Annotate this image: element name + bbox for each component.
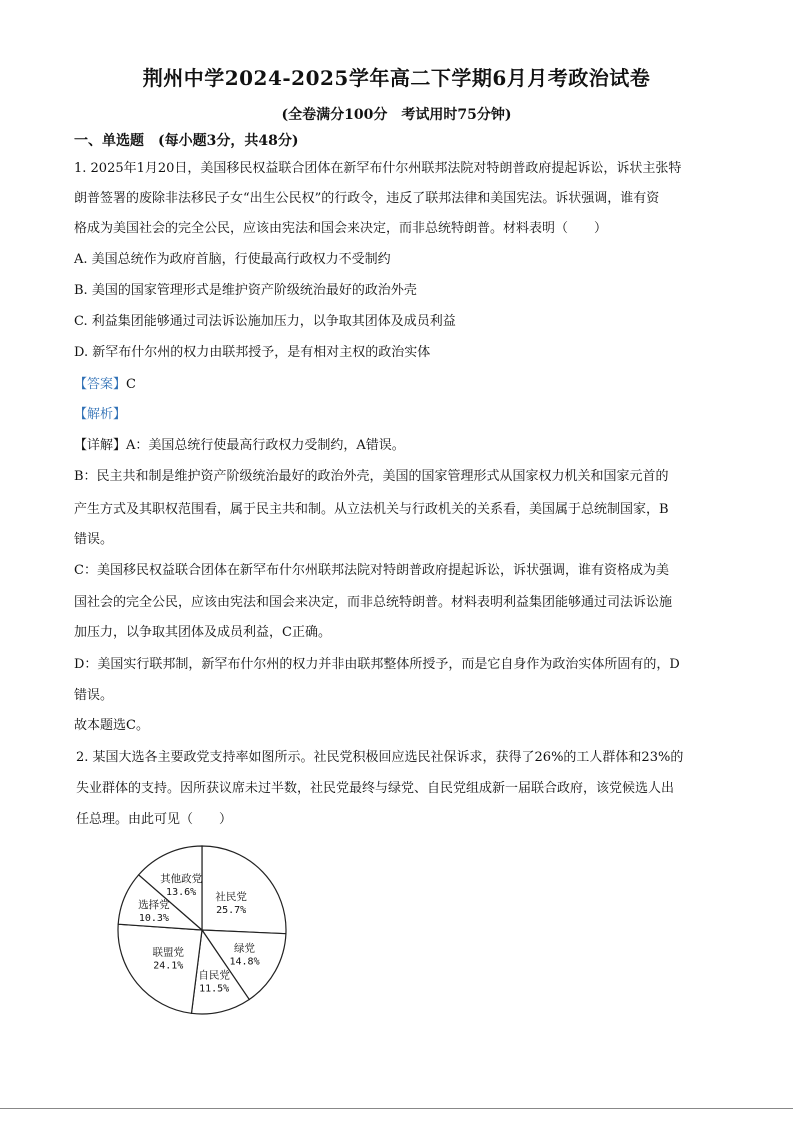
q1-detail-line-8: D：美国实行联邦制，新罕布什尔州的权力并非由联邦整体所授予，而是它自身作为政治实体所固有的，D xyxy=(74,657,680,672)
q1-option-c: C. 利益集团能够通过司法诉讼施加压力，以争取其团体及成员利益 xyxy=(74,314,456,329)
q1-stem-line-3: 格成为美国社会的完全公民，应该由宪法和国会来决定，而非总统特朗普。材料表明（ ） xyxy=(74,221,608,236)
q2-stem-line-1: 2. 某国大选各主要政党支持率如图所示。社民党积极回应选民社保诉求，获得了26%的工人群体和23%的 xyxy=(76,750,684,765)
q1-detail-line-3: 产生方式及其职权范围看，属于民主共和制。从立法机关与行政机关的关系看，美国属于总统制国家，B xyxy=(74,502,669,517)
pie-value-label: 24.1% xyxy=(153,960,184,972)
q1-answer xyxy=(74,376,136,394)
answer-value: C xyxy=(126,377,136,392)
q1-detail-line-1 xyxy=(74,437,405,455)
exam-info: (全卷满分100分 考试用时75分钟) xyxy=(281,107,512,123)
q1-stem-line-2: 朗普签署的废除非法移民子女“出生公民权”的行政令，违反了联邦法律和美国宪法。诉状强调，谁有资 xyxy=(74,191,660,206)
q1-option-d: D. 新罕布什尔州的权力由联邦授予，是有相对主权的政治实体 xyxy=(74,345,431,360)
pie-category-label: 绿党 xyxy=(234,942,256,955)
pie-category-label: 选择党 xyxy=(138,899,170,912)
answer-tag: 【答案】 xyxy=(74,377,127,392)
page-title: 荆州中学2024-2025学年高二下学期6月月考政治试卷 xyxy=(142,66,651,90)
detail-tag: 【详解】 xyxy=(74,438,127,453)
pie-value-label: 11.5% xyxy=(199,983,230,995)
footer-rule xyxy=(0,1108,793,1109)
pie-value-label: 14.8% xyxy=(229,956,260,968)
q2-stem-line-3: 任总理。由此可见（ ） xyxy=(76,812,233,827)
pie-category-label: 其他政党 xyxy=(160,873,203,886)
pie-value-label: 10.3% xyxy=(138,913,169,925)
detail-text: A：美国总统行使最高行政权力受制约，A错误。 xyxy=(126,438,405,453)
pie-category-label: 社民党 xyxy=(215,891,247,904)
q1-option-a: A. 美国总统作为政府首脑，行使最高行政权力不受制约 xyxy=(74,252,391,267)
q2-stem-line-2: 失业群体的支持。因所获议席未过半数，社民党最终与绿党、自民党组成新一届联合政府，该党候选人出 xyxy=(76,781,675,796)
pie-value-label: 13.6% xyxy=(166,887,197,899)
pie-value-label: 25.7% xyxy=(216,905,247,917)
q1-detail-line-10: 故本题选C。 xyxy=(74,718,149,733)
q1-stem-line-1: 1. 2025年1月20日，美国移民权益联合团体在新罕布什尔州联邦法院对特朗普政府提起诉讼，诉状主张特 xyxy=(74,161,682,176)
q1-option-b: B. 美国的国家管理形式是维护资产阶级统治最好的政治外壳 xyxy=(74,283,417,298)
q1-detail-line-6: 国社会的完全公民，应该由宪法和国会来决定，而非总统特朗普。材料表明利益集团能够通过司法诉讼施 xyxy=(74,595,673,610)
pie-slice-1 xyxy=(202,846,286,934)
pie-category-label: 自民党 xyxy=(198,969,230,982)
q1-detail-line-9: 错误。 xyxy=(74,688,114,703)
party-support-pie-chart xyxy=(102,830,302,1030)
q1-detail-line-2: B：民主共和制是维护资产阶级统治最好的政治外壳，美国的国家管理形式从国家权力机关和国家元首的 xyxy=(74,469,669,484)
pie-category-label: 联盟党 xyxy=(152,946,185,959)
q1-analysis-tag: 【解析】 xyxy=(74,407,127,422)
section-heading: 一、单选题 (每小题3分，共48分) xyxy=(74,133,299,149)
q1-detail-line-5: C：美国移民权益联合团体在新罕布什尔州联邦法院对特朗普政府提起诉讼，诉状强调，谁有资格成为美 xyxy=(74,563,669,578)
q1-detail-line-4: 错误。 xyxy=(74,532,114,547)
q1-detail-line-7: 加压力，以争取其团体及成员利益，C正确。 xyxy=(74,625,331,640)
